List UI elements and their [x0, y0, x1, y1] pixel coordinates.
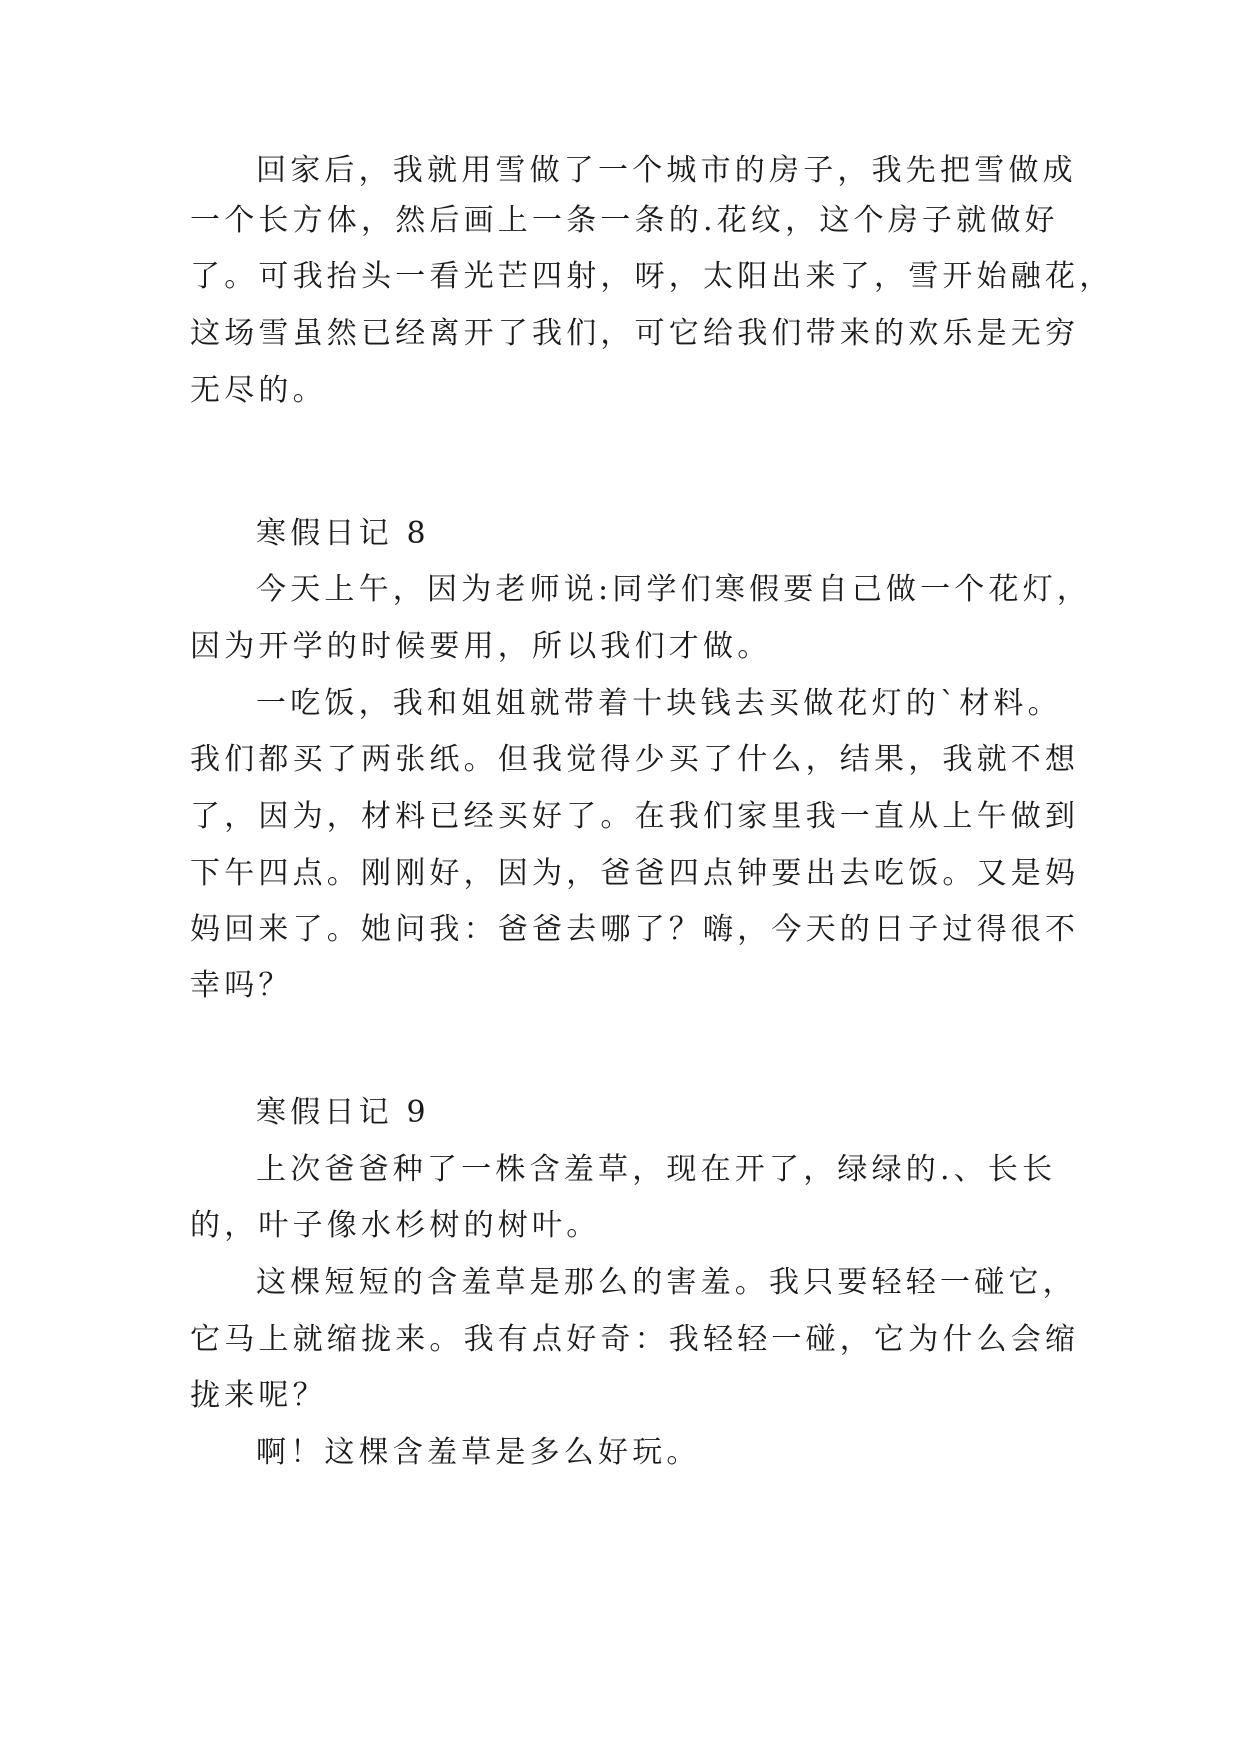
- paragraph-line: 这场雪虽然已经离开了我们，可它给我们带来的欢乐是无穷: [190, 316, 1080, 351]
- paragraph-line: 回家后，我就用雪做了一个城市的房子，我先把雪做成: [256, 153, 1077, 188]
- paragraph-line: 了。可我抬头一看光芒四射，呀，太阳出来了，雪开始融花，: [190, 259, 1114, 294]
- paragraph-line: 因为开学的时候要用，所以我们才做。: [190, 629, 772, 664]
- paragraph-line: 下午四点。刚刚好，因为，爸爸四点钟要出去吃饭。又是妈: [190, 856, 1080, 891]
- paragraph-line: 今天上午，因为老师说:同学们寒假要自己做一个花灯，: [256, 572, 1092, 607]
- paragraph-line: 它马上就缩拢来。我有点好奇：我轻轻一碰，它为什么会缩: [190, 1322, 1080, 1357]
- paragraph-line: 拢来呢？: [190, 1378, 327, 1413]
- paragraph-line: 的，叶子像水杉树的树叶。: [190, 1208, 601, 1243]
- diary-heading: 寒假日记 8: [256, 516, 430, 551]
- paragraph-line: 我们都买了两张纸。但我觉得少买了什么，结果，我就不想: [190, 742, 1080, 777]
- paragraph-line: 了，因为，材料已经买好了。在我们家里我一直从上午做到: [190, 799, 1080, 834]
- paragraph-line: 一吃饭，我和姐姐就带着十块钱去买做花灯的`材料。: [256, 686, 1062, 721]
- paragraph-line: 啊！这棵含羞草是多么好玩。: [256, 1435, 701, 1470]
- paragraph-line: 这棵短短的含羞草是那么的害羞。我只要轻轻一碰它，: [256, 1265, 1077, 1300]
- paragraph-line: 上次爸爸种了一株含羞草，现在开了，绿绿的.、长长: [256, 1152, 1057, 1187]
- paragraph-line: 妈回来了。她问我：爸爸去哪了？嗨，今天的日子过得很不: [190, 912, 1080, 947]
- paragraph-line: 无尽的。: [190, 373, 327, 408]
- diary-heading: 寒假日记 9: [256, 1095, 430, 1130]
- paragraph-line: 幸吗？: [190, 968, 293, 1003]
- paragraph-line: 一个长方体，然后画上一条一条的.花纹，这个房子就做好: [190, 203, 1059, 238]
